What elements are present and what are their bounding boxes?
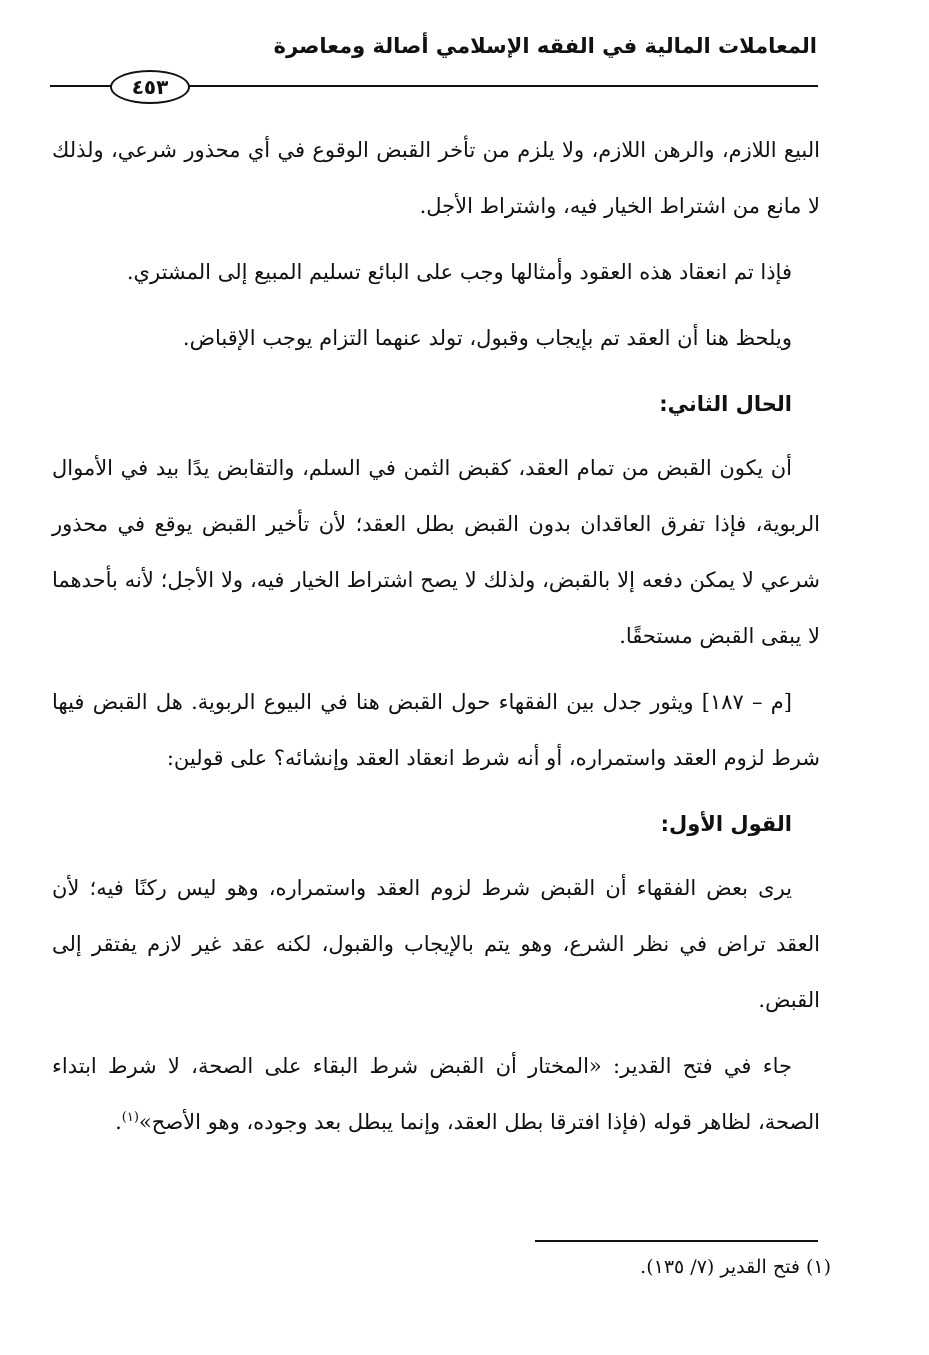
paragraph-5: [م – ١٨٧] ويثور جدل بين الفقهاء حول القبض هنا في البيوع الربوية. هل القبض فيها شرط لزوم العقد واستمراره، أو أنه شرط انعقاد العقد وإنشائه؟ على قولين: xyxy=(52,690,820,770)
footnote: (١) فتح القدير (٧/ ١٣٥). xyxy=(640,1256,831,1278)
running-title: المعاملات المالية في الفقه الإسلامي أصالة ومعاصرة xyxy=(273,34,817,58)
footnote-reference[interactable]: (١) xyxy=(121,1110,139,1125)
body-text xyxy=(52,122,820,1160)
heading-first-opinion: القول الأول: xyxy=(660,812,792,836)
paragraph-4: أن يكون القبض من تمام العقد، كقبض الثمن في السلم، والتقابض يدًا بيد في الأموال الربوية، فإذا تفرق العاقدان بدون القبض بطل العقد؛ لأن تأخير القبض يوقع في محذور شرعي لا يمكن دفعه إلا بالقبض، ولذلك لا يصح اشتراط الخيار فيه، ولا الأجل؛ لأنه بأحدهما لا يبقى القبض مستحقًا. xyxy=(52,456,820,648)
paragraph-2: فإذا تم انعقاد هذه العقود وأمثالها وجب على البائع تسليم المبيع إلى المشتري. xyxy=(126,260,792,284)
page-number: ٤٥٣ xyxy=(110,70,190,104)
paragraph-1: البيع اللازم، والرهن اللازم، ولا يلزم من تأخر القبض الوقوع في أي محذور شرعي، ولذلك لا مانع من اشتراط الخيار فيه، واشتراط الأجل. xyxy=(52,138,820,218)
footnote-rule xyxy=(535,1240,818,1242)
paragraph-6: يرى بعض الفقهاء أن القبض شرط لزوم العقد واستمراره، وهو ليس ركنًا فيه؛ لأن العقد تراض في نظر الشرع، وهو يتم بالإيجاب والقبول، لكنه عقد غير لازم يفتقر إلى القبض. xyxy=(52,876,820,1012)
quote-end: . xyxy=(115,1110,122,1134)
paragraph-3: ويلحظ هنا أن العقد تم بإيجاب وقبول، تولد عنهما التزام يوجب الإقباض. xyxy=(182,326,792,350)
quote-text: جاء في فتح القدير: «المختار أن القبض شرط البقاء على الصحة، لا شرط ابتداء الصحة، لظاهر قوله (فإذا افترقا بطل العقد، وإنما يبطل بعد وجوده، وهو الأصح» xyxy=(52,1054,820,1134)
heading-second-case: الحال الثاني: xyxy=(659,392,792,416)
paragraph-7 xyxy=(52,1038,820,1150)
